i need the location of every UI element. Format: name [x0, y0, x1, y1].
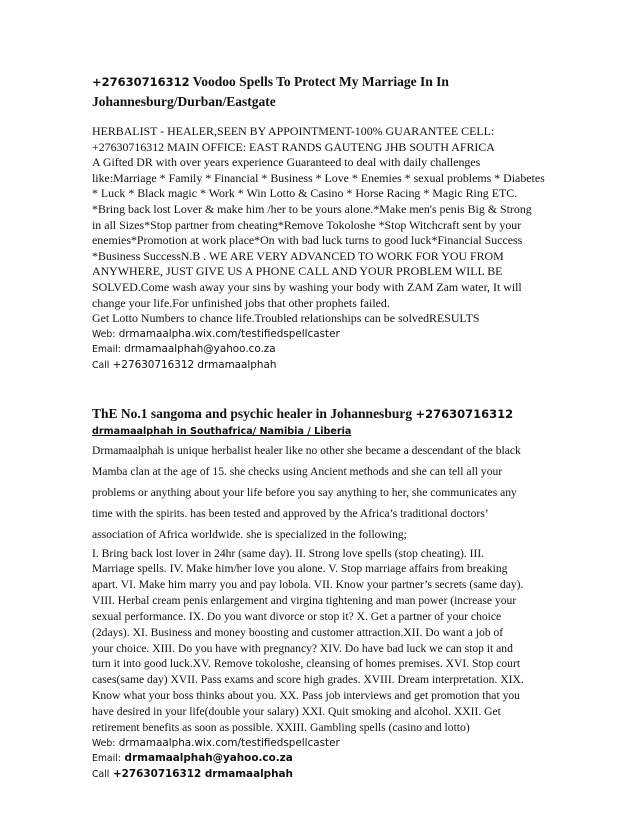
- email-label: Email:: [92, 753, 121, 765]
- section2-list-line: cases(same day) XVII. Pass exams and score high grades. XVIII. Dream interpretation. XIX.: [92, 673, 524, 687]
- section1-body-line: * Luck * Black magic * Work * Win Lotto & Casino * Horse Racing * Magic Ring ETC.: [92, 186, 518, 201]
- section1-title-phone: +27630716312: [92, 75, 190, 89]
- section1-body-line: *Bring back lost Lover & make him /her to be yours alone.*Make men's penis Big & Strong: [92, 201, 532, 216]
- section2-title-text: ThE No.1 sangoma and psychic healer in Johannesburg: [92, 406, 416, 421]
- section1-body-line: A Gifted DR with over years experience Guaranteed to deal with daily challenges: [92, 155, 481, 170]
- web-label: Web:: [92, 737, 116, 749]
- section2-list-line: sexual performance. IX. Do you want divorce or stop it? X. Get a partner of your choice: [92, 609, 502, 623]
- section2-list-line: (2days). XI. Business and money boosting and customer attraction.XII. Do want a job of: [92, 625, 504, 639]
- section2-intro-line: association of Africa worldwide. she is specialized in the following;: [92, 527, 407, 541]
- section2-web-line: [92, 736, 552, 752]
- section2-list-line: Marriage spells. IV. Make him/her love you alone. V. Stop marriage affairs from breaking: [92, 562, 508, 576]
- section2-intro-line: Mamba clan at the age of 15. she checks using Ancient methods and she can tell all your: [92, 464, 503, 478]
- section1-body-line: change your life.For unfinished jobs that other prophets failed.: [92, 295, 390, 310]
- section1-body: [92, 124, 552, 374]
- section1-body-line: like:Marriage * Family * Financial * Business * Love * Enemies * sexual problems * Diabetes: [92, 170, 545, 185]
- web-link[interactable]: drmamaalpha.wix.com/testifiedspellcaster: [115, 736, 340, 749]
- section1-title-line1: Voodoo Spells To Protect My Marriage In In: [189, 74, 449, 89]
- email-link[interactable]: drmamaalphah@yahoo.co.za: [120, 752, 293, 765]
- section2-list-line: apart. VI. Make him marry you and pay lobola. VII. Know your partner’s secrets (same day).: [92, 578, 524, 592]
- email-label: Email:: [92, 344, 121, 356]
- section1-body-line: SOLVED.Come wash away your sins by washing your body with ZAM Zam water, It will: [92, 279, 522, 294]
- call-label: Call: [92, 768, 110, 780]
- section2-subtitle: drmamaalphah in Southafrica/ Namibia / Liberia: [92, 426, 352, 437]
- section2-intro-line: time with the spirits. has been tested and approved by the Africa’s traditional doctors’: [92, 506, 489, 520]
- section2-title: [92, 404, 552, 424]
- section1-body-line: +27630716312 MAIN OFFICE: EAST RANDS GAUTENG JHB SOUTH AFRICA: [92, 139, 495, 154]
- section1-email-line: [92, 342, 552, 358]
- section1-call-line: [92, 358, 552, 374]
- section2-list-line: VIII. Herbal cream penis enlargement and virgina tightening and man power (increase your: [92, 594, 517, 608]
- web-label: Web:: [92, 328, 116, 340]
- call-label: Call: [92, 360, 110, 372]
- section1-body-line: Get Lotto Numbers to chance life.Troubled relationships can be solvedRESULTS: [92, 311, 480, 326]
- section2-list-line: your choice. XIII. Do you have with pregnancy? XIV. Do have bad luck we can stop it and: [92, 641, 513, 655]
- section2-intro-line: problems or anything about your life before you say anything to her, she communicates any: [92, 485, 517, 499]
- section1-body-line: *Business SuccessN.B . WE ARE VERY ADVANCED TO WORK FOR YOU FROM: [92, 248, 504, 263]
- section1-body-line: ANYWHERE, JUST GIVE US A PHONE CALL AND YOUR PROBLEM WILL BE: [92, 264, 503, 279]
- section1-title: [92, 72, 552, 112]
- section2-list-line: Know what your boss thinks about you. XX. Pass job interviews and get promotion that you: [92, 689, 520, 703]
- section2-title-phone: +27630716312: [415, 407, 514, 421]
- section2-body: [92, 441, 552, 782]
- section2-list-line: turn it into good luck.XV. Remove tokoloshe, cleansing of homes premises. XVI. Stop court: [92, 657, 521, 671]
- call-number: +27630716312 drmamaalphah: [109, 359, 277, 372]
- section2-list-line: have desired in your life(double your salary) XXI. Quit smoking and alcohol. XXII. Get: [92, 704, 501, 718]
- section1-body-line: HERBALIST - HEALER,SEEN BY APPOINTMENT-100% GUARANTEE CELL:: [92, 124, 495, 138]
- section2-list: [92, 546, 552, 736]
- section1-body-line: in all Sizes*Stop partner from cheating*Remove Tokoloshe *Stop Witchcraft sent by your: [92, 217, 522, 232]
- section1-body-line: enemies*Promotion at work place*On with bad luck turns to good luck*Financial Success: [92, 233, 523, 248]
- section2-intro-line: Drmamaalphah is unique herbalist healer like no other she became a descendant of the black: [92, 444, 521, 457]
- email-link[interactable]: drmamaalphah@yahoo.co.za: [120, 343, 276, 356]
- section2-email-line: [92, 751, 552, 767]
- web-link[interactable]: drmamaalpha.wix.com/testifiedspellcaster: [115, 327, 340, 340]
- section2-list-line: I. Bring back lost lover in 24hr (same day). II. Strong love spells (stop cheating). III.: [92, 546, 485, 560]
- section2-list-line: retirement benefits as soon as possible. XXIII. Gambling spells (casino and lotto): [92, 720, 470, 734]
- section1-web-line: [92, 327, 552, 343]
- section2-call-line: [92, 767, 552, 783]
- section1-title-line2: Johannesburg/Durban/Eastgate: [92, 94, 276, 109]
- call-number: +27630716312 drmamaalphah: [109, 767, 293, 780]
- section2-intro: [92, 441, 552, 546]
